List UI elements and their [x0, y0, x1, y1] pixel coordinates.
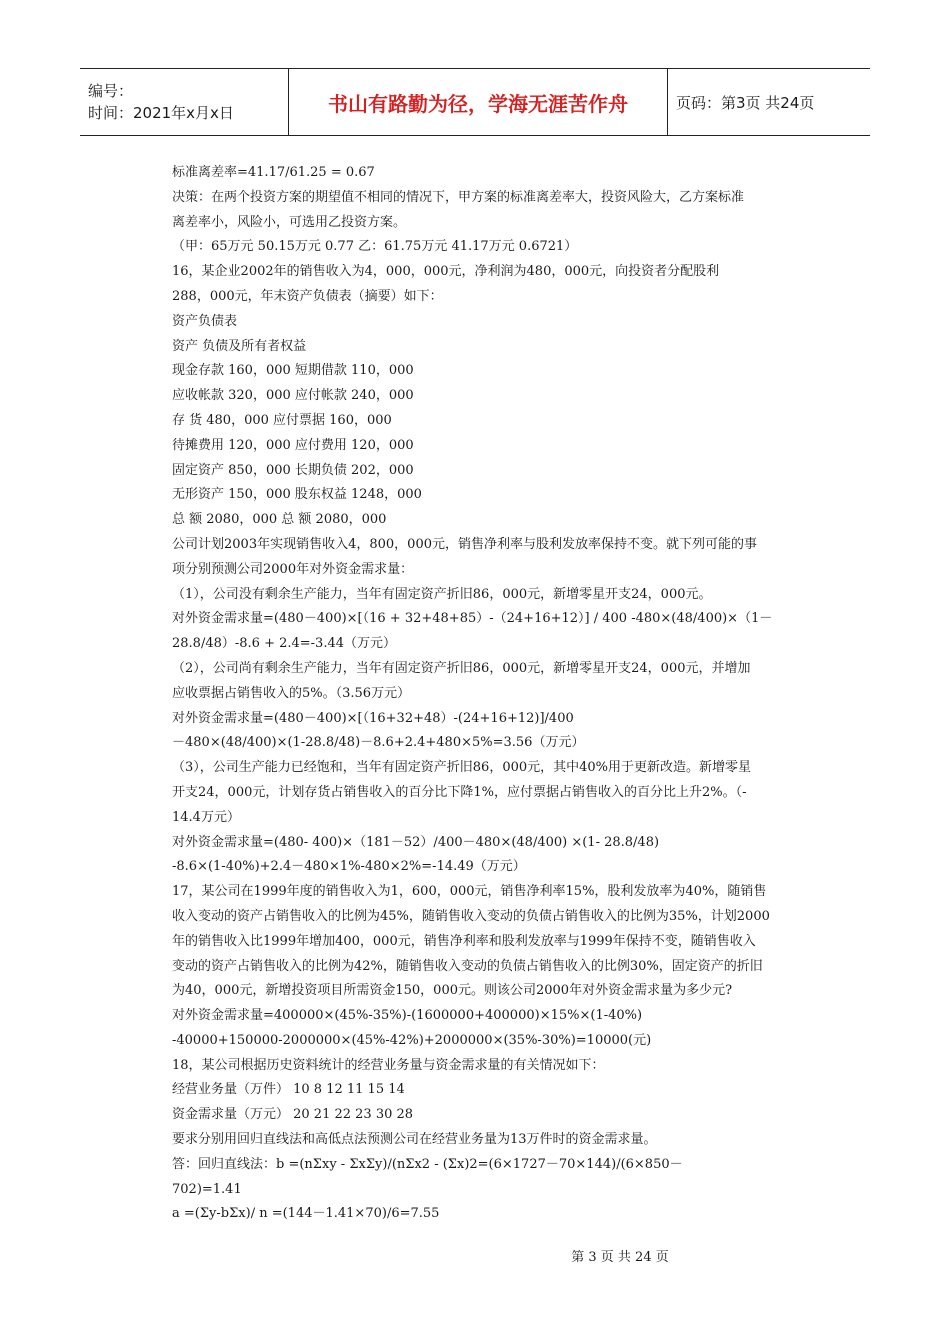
text-line: 现金存款 160，000 短期借款 110，000: [172, 363, 414, 379]
text-line: 对外资金需求量=(480- 400)×（181－52）/400－480×(48/400) ×(1- 28.8/48): [172, 834, 660, 850]
text-line: 经营业务量（万件） 10 8 12 11 15 14: [172, 1082, 405, 1098]
text-line: 应收帐款 320，000 应付帐款 240，000: [172, 388, 414, 404]
text-line: -40000+150000-2000000×(45%-42%)+2000000×(35%-30%)=10000(元): [172, 1032, 652, 1048]
text-line: 存 货 480，000 应付票据 160，000: [172, 412, 392, 428]
text-line: 702)=1.41: [172, 1181, 242, 1197]
text-line: （1），公司没有剩余生产能力，当年有固定资产折旧86，000元，新增零星开支24，000元。: [172, 586, 712, 602]
text-line: 标准离差率=41.17/61.25 = 0.67: [172, 165, 375, 180]
document-date-label: 时间：2021年x月x日: [88, 104, 234, 122]
document-header: [80, 68, 870, 136]
text-line: -8.6×(1-40%)+2.4－480×1%-480×2%=-14.49（万元）: [172, 859, 526, 875]
text-line: 项分别预测公司2000年对外资金需求量：: [172, 561, 414, 577]
text-line: 答：回归直线法：b =(nΣxy - ΣxΣy)/(nΣx2 - (Σx)2=(6×1727－70×144)/(6×850－: [172, 1156, 683, 1172]
text-line: 资产负债表: [172, 313, 238, 329]
text-line: （3），公司生产能力已经饱和，当年有固定资产折旧86，000元，其中40%用于更新改造。新增零星: [172, 760, 752, 776]
text-line: 对外资金需求量=400000×(45%-35%)-(1600000+400000)×15%×(1-40%): [172, 1008, 643, 1024]
text-line: 开支24，000元，计划存货占销售收入的百分比下降1%，应付票据占销售收入的百分比上升2%。（-: [172, 784, 747, 800]
text-line: 应收票据占销售收入的5%。（3.56万元）: [172, 685, 411, 701]
header-motto: 书山有路勤为径，学海无涯苦作舟: [289, 69, 668, 136]
text-line: 决策：在两个投资方案的期望值不相同的情况下，甲方案的标准离差率大，投资风险大，乙方案标准: [172, 189, 745, 205]
text-line: 公司计划2003年实现销售收入4，800，000元，销售净利率与股利发放率保持不变。就下列可能的事: [172, 536, 757, 552]
text-line: 要求分别用回归直线法和高低点法预测公司在经营业务量为13万件时的资金需求量。: [172, 1132, 657, 1148]
text-line: 对外资金需求量=(480－400)×[（16 + 32+48+85）-（24+16+12）] / 400 -480×(48/400)×（1－: [172, 611, 773, 627]
text-line: 待摊费用 120，000 应付费用 120，000: [172, 437, 414, 453]
text-line: 总 额 2080，000 总 额 2080，000: [172, 512, 387, 528]
header-page-number: 页码：第3页 共24页: [668, 69, 871, 136]
text-line: 18，某公司根据历史资料统计的经营业务量与资金需求量的有关情况如下：: [172, 1057, 605, 1073]
footer-page-number: 第 3 页 共 24 页: [571, 1250, 669, 1265]
text-line: 288，000元，年末资产负债表（摘要）如下：: [172, 288, 443, 304]
text-line: 年的销售收入比1999年增加400，000元，销售净利率和股利发放率与1999年保持不变，随销售收入: [172, 933, 756, 949]
text-line: 28.8/48）-8.6 + 2.4=-3.44（万元）: [172, 636, 396, 652]
document-number-label: 编号：: [88, 82, 134, 100]
text-line: （甲：65万元 50.15万元 0.77 乙：61.75万元 41.17万元 0.6721）: [172, 239, 578, 255]
text-line: 无形资产 150，000 股东权益 1248，000: [172, 487, 422, 503]
text-line: 资金需求量（万元） 20 21 22 23 30 28: [172, 1107, 414, 1123]
text-line: 离差率小，风险小，可选用乙投资方案。: [172, 214, 407, 230]
text-line: 16，某企业2002年的销售收入为4，000，000元，净利润为480，000元，向投资者分配股利: [172, 264, 720, 280]
text-line: －480×(48/400)×(1-28.8/48)－8.6+2.4+480×5%=3.56（万元）: [172, 735, 585, 751]
document-body: [172, 161, 812, 1227]
text-line: 17，某公司在1999年度的销售收入为1，600，000元，销售净利率15%，股利发放率为40%，随销售: [172, 884, 767, 900]
text-line: 变动的资产占销售收入的比例为42%，随销售收入变动的负债占销售收入的比例30%，固定资产的折旧: [172, 958, 763, 974]
header-meta: [80, 69, 289, 136]
page-footer: [0, 1246, 950, 1265]
text-line: 资产 负债及所有者权益: [172, 338, 307, 354]
text-line: 收入变动的资产占销售收入的比例为45%，随销售收入变动的负债占销售收入的比例为35%，计划2000: [172, 908, 770, 924]
text-line: 为40，000元，新增投资项目所需资金150，000元。则该公司2000年对外资金需求量为多少元?: [172, 983, 733, 999]
text-line: （2），公司尚有剩余生产能力，当年有固定资产折旧86，000元，新增零星开支24，000元，并增加: [172, 660, 751, 676]
text-line: 对外资金需求量=(480－400)×[（16+32+48）-(24+16+12)]/400: [172, 710, 574, 726]
text-line: a =(Σy-bΣx)/ n =(144－1.41×70)/6=7.55: [172, 1206, 440, 1222]
text-line: 固定资产 850，000 长期负债 202，000: [172, 462, 414, 478]
text-line: 14.4万元）: [172, 809, 240, 825]
